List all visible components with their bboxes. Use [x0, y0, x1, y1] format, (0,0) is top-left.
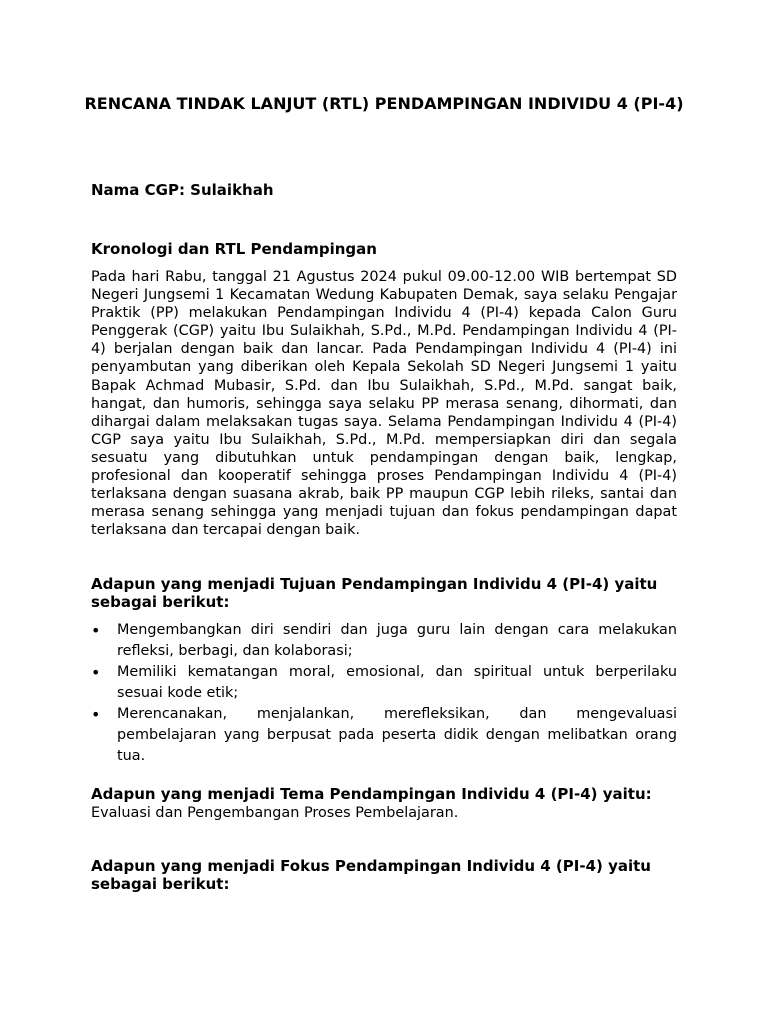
tujuan-list — [91, 620, 677, 767]
fokus-heading: Adapun yang menjadi Fokus Pendampingan Individu 4 (PI-4) yaitu sebagai berikut: — [91, 857, 651, 893]
tema-value: Evaluasi dan Pengembangan Proses Pembelajaran. — [91, 805, 459, 821]
list-item-text: Merencanakan, menjalankan, merefleksikan, dan mengevaluasi pembelajaran yang berpusat pada peserta didik dengan melibatkan orang tua. — [117, 706, 677, 764]
tujuan-heading: Adapun yang menjadi Tujuan Pendampingan Individu 4 (PI-4) yaitu sebagai berikut: — [91, 575, 658, 611]
list-item-text: Memiliki kematangan moral, emosional, dan spiritual untuk berperilaku sesuai kode etik; — [117, 664, 677, 701]
cgp-name — [91, 181, 681, 199]
kronologi-heading: Kronologi dan RTL Pendampingan — [91, 240, 377, 258]
document-title: RENCANA TINDAK LANJUT (RTL) PENDAMPINGAN INDIVIDU 4 (PI-4) — [84, 94, 684, 113]
bullet-icon: • — [91, 705, 101, 724]
cgp-name-text: Nama CGP: Sulaikhah — [91, 181, 274, 199]
list-item — [91, 704, 677, 767]
bullet-icon: • — [91, 621, 101, 640]
tema-heading: Adapun yang menjadi Tema Pendampingan Individu 4 (PI-4) yaitu: — [91, 785, 652, 803]
list-item — [91, 662, 677, 704]
list-item — [91, 620, 677, 662]
kronologi-paragraph: Pada hari Rabu, tanggal 21 Agustus 2024 pukul 09.00-12.00 WIB bertempat SD Negeri Jungsemi 1 Kecamatan Wedung Kabupaten Demak, saya selaku Pengajar Praktik (PP) melakukan Pendampingan Individu 4 (PI-4) kepada Calon Guru Penggerak (CGP) yaitu Ibu Sulaikhah, S.Pd., M.Pd. Pendampingan Individu 4 (PI-4) berjalan dengan baik dan lancar. Pada Pendampingan Individu 4 (PI-4) ini penyambutan yang diberikan oleh Kepala Sekolah SD Negeri Jungsemi 1 yaitu Bapak Achmad Mubasir, S.Pd. dan Ibu Sulaikhah, S.Pd., M.Pd. sangat baik, hangat, dan humoris, sehingga saya selaku PP merasa senang, dihormati, dan dihargai dalam melaksakan tugas saya. Selama Pendampingan Individu 4 (PI-4) CGP saya yaitu Ibu Sulaikhah, S.Pd., M.Pd. mempersiapkan diri dan segala sesuatu yang dibutuhkan untuk pendampingan dengan baik, lengkap, profesional dan kooperatif sehingga proses Pendampingan Individu 4 (PI-4) terlaksana dengan suasana akrab, baik PP maupun CGP lebih rileks, santai dan merasa senang sehingga yang menjadi tujuan dan fokus pendampingan dapat terlaksana dan tercapai dengan baik. — [91, 269, 677, 539]
bullet-icon: • — [91, 663, 101, 682]
list-item-text: Mengembangkan diri sendiri dan juga guru lain dengan cara melakukan refleksi, berbagi, dan kolaborasi; — [117, 622, 677, 659]
